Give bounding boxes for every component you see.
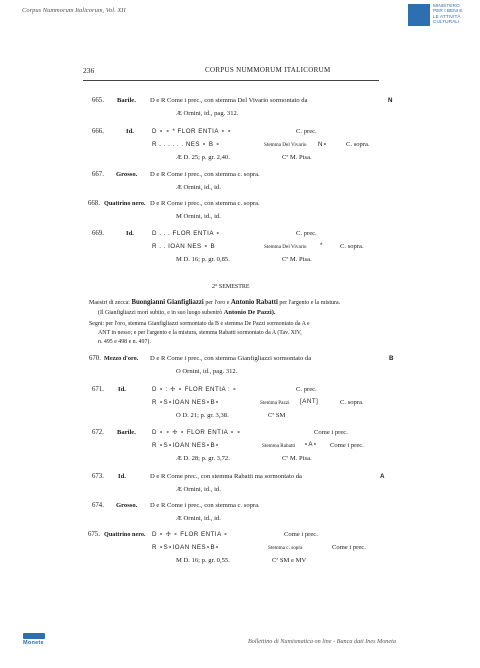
entry-denomination: Id. <box>118 386 126 393</box>
obverse-description: C. prec. <box>296 128 317 135</box>
entry-denomination: Mezzo d'oro. <box>104 355 139 362</box>
entry-denomination: Id. <box>126 230 134 237</box>
footer-credit: Bollettino di Numismatica on line - Banca dati Ines Moneta <box>248 638 396 645</box>
obverse-legend: D ∘ ∘ ✢ ∘ FLOR ENTIA ∘ ∘ <box>152 429 242 436</box>
masters-line-1 <box>89 299 340 306</box>
collection: Cª M. Pisa. <box>282 256 312 263</box>
entry-denomination: Quattrino nero. <box>104 531 146 538</box>
reverse-mark: * <box>320 242 323 249</box>
master-name: Buongianni Gianfigliazzi <box>131 299 204 306</box>
logo-line: PER I BENI E <box>433 9 463 15</box>
obverse-description: Come i prec. <box>314 429 348 436</box>
signs-line-3: n. 495 e 498 e n. 497). <box>98 339 151 345</box>
entry-denomination: Grosso. <box>116 171 138 178</box>
masters-text: per l'oro e <box>205 300 230 306</box>
obverse-description: C. prec. <box>296 230 317 237</box>
entry-number: 669. <box>92 230 104 237</box>
obverse-legend: D . . . FLOR ENTIA ∘ <box>152 230 221 237</box>
master-name: Antonio De Pazzi). <box>223 309 276 316</box>
reverse-legend: R . . IOAN NES ∘ B <box>152 243 216 250</box>
entry-number: 671. <box>92 386 104 393</box>
entry-number: 670. <box>89 355 101 362</box>
ministry-logo <box>408 4 474 38</box>
entry-mark: N <box>388 97 393 104</box>
entry-number: 666. <box>92 128 104 135</box>
reverse-note: C. sopra. <box>346 141 370 148</box>
obverse-legend: D ∘ ∘ * FLOR ENTIA ∘ ∘ <box>152 128 232 135</box>
entry-denomination: Quattrino nero. <box>104 200 146 207</box>
entry-text: D e R Come prec., con stemma Rabatti ma sormontato da <box>150 473 302 480</box>
semester-heading: 2° SEMESTRE <box>212 284 250 290</box>
entry-text: D e R Come i prec., con stemma c. sopra. <box>150 171 260 178</box>
reverse-legend: R ∘S∘IOAN NES∘B∘ <box>152 544 220 551</box>
reverse-legend: R ∘S∘IOAN NES∘B∘ <box>152 399 220 406</box>
monete-logo <box>23 633 45 647</box>
collection: Cª SM e MV <box>272 557 307 564</box>
header-rule <box>83 80 379 81</box>
entry-denomination: Grosso. <box>116 502 138 509</box>
entry-number: 667. <box>92 171 104 178</box>
reverse-description: Stemma Del Vivario <box>264 244 307 250</box>
entry-reference: Æ Ornini, id., pag. 312. <box>176 110 239 117</box>
reverse-description: Stemma Rabatti <box>262 443 296 449</box>
masters-line-2 <box>98 309 275 316</box>
reverse-legend: R . . . . . . NES ∘ B ∘ <box>152 141 221 148</box>
entry-denomination: Id. <box>118 473 126 480</box>
page-title: CORPUS NUMMORUM ITALICORUM <box>205 66 331 74</box>
entry-text: D e R Come i prec., con stemma c. sopra. <box>150 502 260 509</box>
ministry-logo-mark <box>408 4 430 26</box>
entry-text: D e R Come i prec., con stemma Del Vivario sormontato da <box>150 97 308 104</box>
page-number: 236 <box>83 66 95 75</box>
collection: Cª M. Pisa. <box>282 455 312 462</box>
reverse-description: Stemma Pazzi <box>260 400 290 406</box>
reverse-legend: R ∘S∘IOAN NES∘B∘ <box>152 442 220 449</box>
reverse-description: Stemma c. sopra <box>268 545 303 551</box>
logo-line: LE ATTIVITÀ <box>433 14 461 20</box>
coin-metrics: O D. 21; p. gr. 3,38. <box>176 412 229 419</box>
masters-text: per l'argento e la mistura. <box>279 300 341 306</box>
obverse-legend: D ∘ : ✢ ∘ FLOR ENTIA : ∘ <box>152 386 237 393</box>
masters-text: (Il Gianfigliazzi morì subito, e in suo luogo subentrò <box>98 310 223 316</box>
reverse-description: Stemma Del Vivario <box>264 142 307 148</box>
entry-number: 675. <box>88 531 100 538</box>
reverse-note: C. sopra. <box>340 243 364 250</box>
obverse-legend: D ∘ ✢ ∘ FLOR ENTIA ∘ <box>152 531 228 538</box>
entry-number: 673. <box>92 473 104 480</box>
entry-text: D e R Come i prec., con stemma c. sopra. <box>150 200 260 207</box>
reverse-note: C. sopra. <box>340 399 364 406</box>
entry-reference: M Ornini, id., id. <box>176 213 221 220</box>
entry-denomination: Id. <box>126 128 134 135</box>
monete-logo-text: Monete <box>23 640 44 646</box>
logo-line: MINISTERO <box>433 4 460 9</box>
entry-number: 665. <box>92 97 104 104</box>
entry-reference: O Ornini, id., pag. 312. <box>176 368 238 375</box>
entry-denomination: Barile. <box>117 97 136 104</box>
collection: Cª SM <box>268 412 286 419</box>
logo-line: CULTURALI <box>433 20 460 26</box>
coin-metrics: Æ D. 25; p. gr. 2,40. <box>176 154 230 161</box>
obverse-description: Come i prec. <box>284 531 318 538</box>
masters-label: Maestri di zecca: <box>89 300 130 306</box>
reverse-mark: [ANT] <box>300 398 319 405</box>
coin-metrics: M D. 16; p. gr. 0,55. <box>176 557 230 564</box>
entry-mark: B <box>389 355 394 362</box>
entry-number: 672. <box>92 429 104 436</box>
reverse-note: Come i prec. <box>330 442 364 449</box>
entry-number: 668. <box>88 200 100 207</box>
reverse-note: Come i prec. <box>332 544 366 551</box>
monete-logo-mark <box>23 633 45 639</box>
coin-metrics: Æ D. 28; p. gr. 3,72. <box>176 455 230 462</box>
reverse-mark: ∘A∘ <box>304 441 318 448</box>
signs-line-1: Segni: per l'oro, stemma Gianfigliazzi sormontato da B e stemma De Pazzi sormontato da A e <box>89 321 310 327</box>
master-name: Antonio Rabatti <box>230 299 278 306</box>
entry-reference: Æ Ornini, id., id. <box>176 515 221 522</box>
entry-number: 674. <box>92 502 104 509</box>
entry-text: D e R Come i prec., con stemma Gianfigliazzi sormontato da <box>150 355 312 362</box>
entry-denomination: Barile. <box>117 429 136 436</box>
reverse-mark: N∘ <box>318 141 328 148</box>
entry-reference: Æ Ornini, id., id. <box>176 184 221 191</box>
obverse-description: C. prec. <box>296 386 317 393</box>
coin-metrics: M D. 16; p. gr. 0,85. <box>176 256 230 263</box>
journal-header: Corpus Nummorum Italicorum, Vol. XII <box>22 7 126 14</box>
entry-mark: A <box>380 473 385 480</box>
collection: Cª M. Pisa. <box>282 154 312 161</box>
signs-line-2: ANT in nesso; e per l'argento e la mistura, stemma Rabatti sormontato da A (Tav. XIV, <box>98 330 302 336</box>
entry-reference: Æ Ornini, id., id. <box>176 486 221 493</box>
